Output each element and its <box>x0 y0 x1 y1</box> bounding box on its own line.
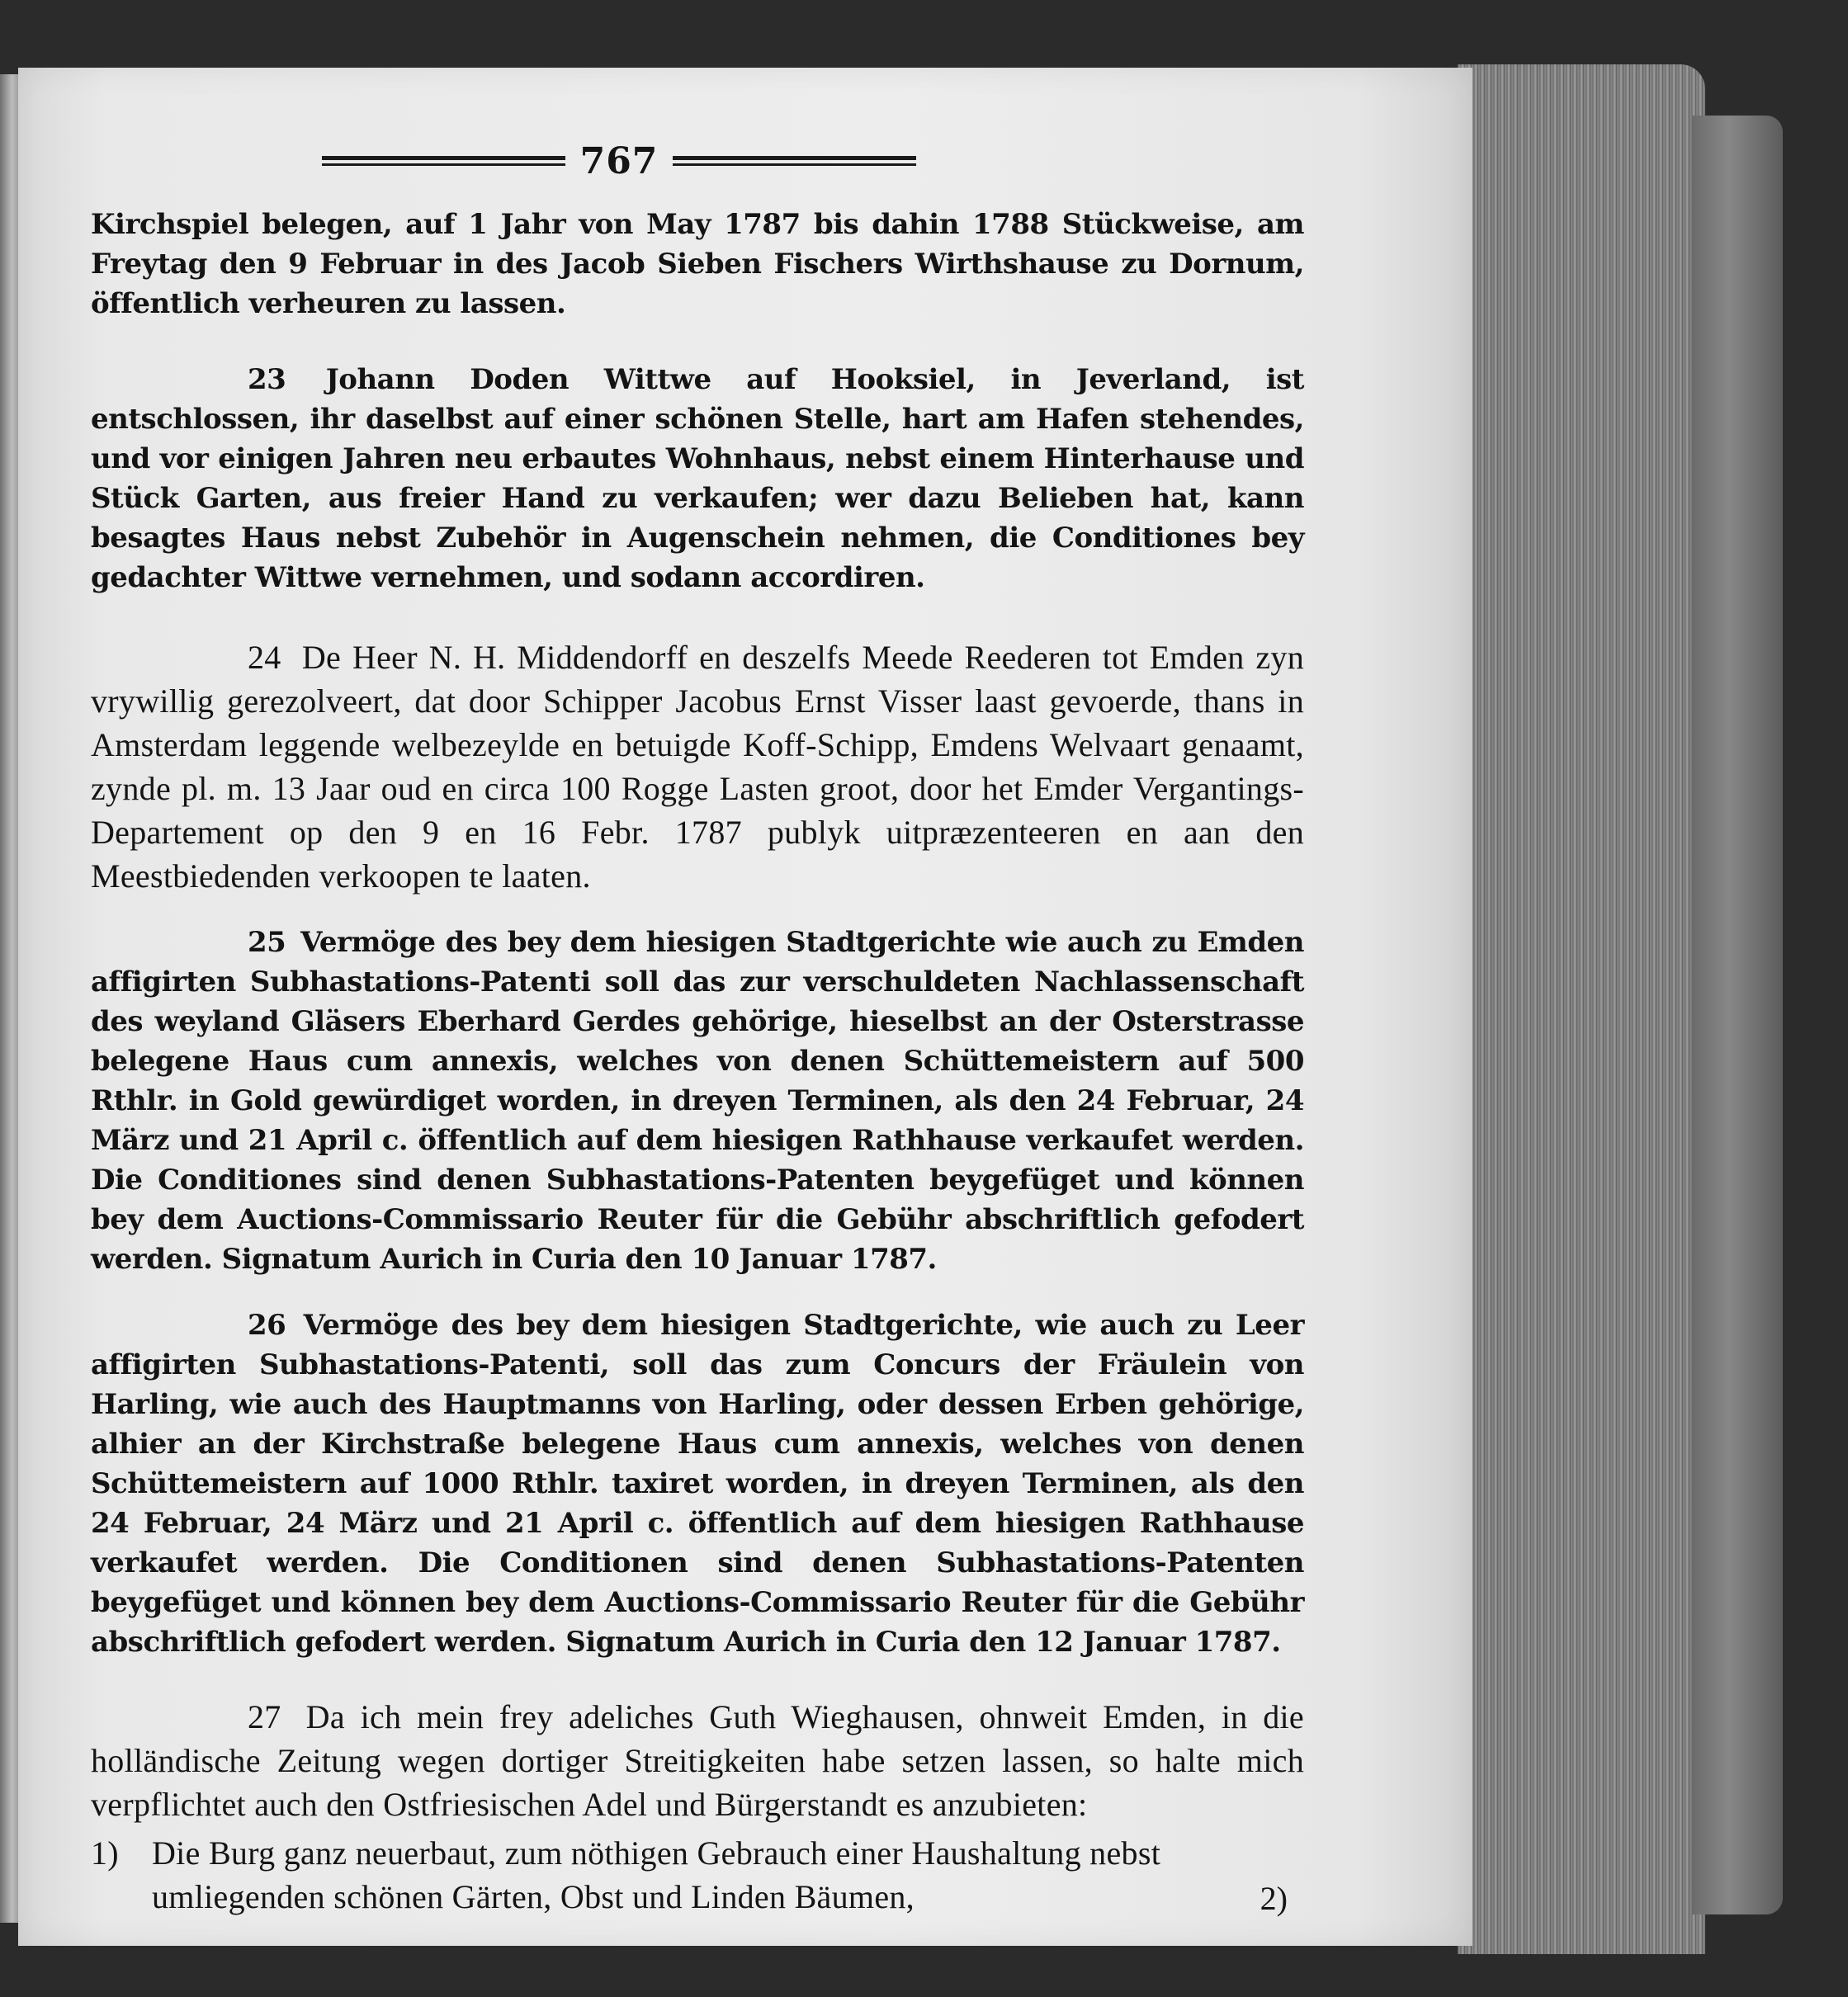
list-item-number: 1) <box>91 1834 119 1872</box>
paragraph-number: 24 <box>248 639 281 676</box>
paragraph-number: 27 <box>248 1698 281 1735</box>
catchword: 2) <box>1260 1880 1288 1917</box>
list-item-text: Die Burg ganz neuerbaut, zum nöthigen Gebrauch einer Haushaltung nebst umliegenden schönen Gärten, Obst und Linden Bäumen, <box>152 1834 1161 1915</box>
paragraph-text: De Heer N. H. Middendorff en deszelfs Meede Reederen tot Emden zyn vrywillig gerezolveert, dat door Schipper Jacobus Ernst Visser laast gevoerde, thans in Amsterdam leggende welbezeylde en betuigde Koff-Schipp, Emdens Welvaart genaamt, zynde pl. m. 13 Jaar oud en circa 100 Rogge Lasten groot, door het Emder Vergantings-Departement op den 9 en 16 Febr. 1787 publyk uitpræzenteeren en aan den Meestbiedenden verkoopen te laaten. <box>91 639 1304 895</box>
page-header <box>322 140 916 182</box>
paragraph-text: Johann Doden Wittwe auf Hooksiel, in Jeverland, ist entschlossen, ihr daselbst auf einer schönen Stelle, hart am Hafen stehendes, und vor einigen Jahren neu erbautes Wohnhaus, nebst einem Hinterhause und Stück Garten, aus freier Hand zu verkaufen; wer dazu Belieben hat, kann besagtes Haus nebst Zubehör in Augenschein nehmen, die Conditiones bey gedachter Wittwe vernehmen, und sodann accordiren. <box>91 363 1305 594</box>
paragraph-continued <box>91 205 1304 323</box>
paragraph-27 <box>91 1695 1304 1826</box>
header-rule-left <box>322 156 565 166</box>
page-number: 767 <box>579 139 659 182</box>
book-page-block <box>1458 64 1705 1954</box>
facing-page-edge <box>0 74 20 1923</box>
paragraph-23 <box>91 360 1304 597</box>
paragraph-text: Vermöge des bey dem hiesigen Stadtgerichte, wie auch zu Leer affigirten Subhastations-Patenti, soll das zum Concurs der Fräulein von Harling, wie auch des Hauptmanns von Harling, oder dessen Erben gehörige, alhier an der Kirchstraße belegene Haus cum annexis, welches von denen Schüttemeistern auf 1000 Rthlr. taxiret worden, in dreyen Terminen, als den 24 Februar, 24 März und 21 April c. öffentlich auf dem hiesigen Rathhause verkaufet werden. Die Conditionen sind denen Subhastations-Patenten beygefüget und können bey dem Auctions-Commissario Reuter für die Gebühr abschriftlich gefodert werden. Signatum Aurich in Curia den 12 Januar 1787. <box>91 1309 1304 1659</box>
paragraph-24 <box>91 635 1304 898</box>
list-item <box>91 1831 1304 1919</box>
book-cover-edge <box>1692 116 1783 1914</box>
header-rule-right <box>673 156 916 166</box>
paragraph-number: 23 <box>248 363 286 396</box>
paragraph-25 <box>91 923 1304 1279</box>
paragraph-text: Vermöge des bey dem hiesigen Stadtgerichte wie auch zu Emden affigirten Subhastations-Patenti soll das zur verschuldeten Nachlassenschaft des weyland Gläsers Eberhard Gerdes gehörige, hieselbst an der Osterstrasse belegene Haus cum annexis, welches von denen Schüttemeistern auf 500 Rthlr. in Gold gewürdiget worden, in dreyen Terminen, als den 24 Februar, 24 März und 21 April c. öffentlich auf dem hiesigen Rathhause verkaufet werden. Die Conditiones sind denen Subhastations-Patenten beygefüget und können bey dem Auctions-Commissario Reuter für die Gebühr abschriftlich gefodert werden. Signatum Aurich in Curia den 10 Januar 1787. <box>91 926 1304 1276</box>
paragraph-text: Da ich mein frey adeliches Guth Wieghausen, ohnweit Emden, in die holländische Zeitung wegen dortiger Streitigkeiten habe setzen lassen, so halte mich verpflichtet auch den Ostfriesischen Adel und Bürgerstandt es anzubieten: <box>91 1698 1304 1823</box>
paragraph-number: 25 <box>248 926 286 959</box>
paragraph-text: Kirchspiel belegen, auf 1 Jahr von May 1787 bis dahin 1788 Stückweise, am Freytag den 9 Februar in des Jacob Sieben Fischers Wirthshause zu Dornum, öffentlich verheuren zu lassen. <box>91 208 1304 320</box>
paragraph-26 <box>91 1305 1304 1662</box>
page-content <box>91 140 1304 1918</box>
paragraph-number: 26 <box>248 1309 286 1342</box>
